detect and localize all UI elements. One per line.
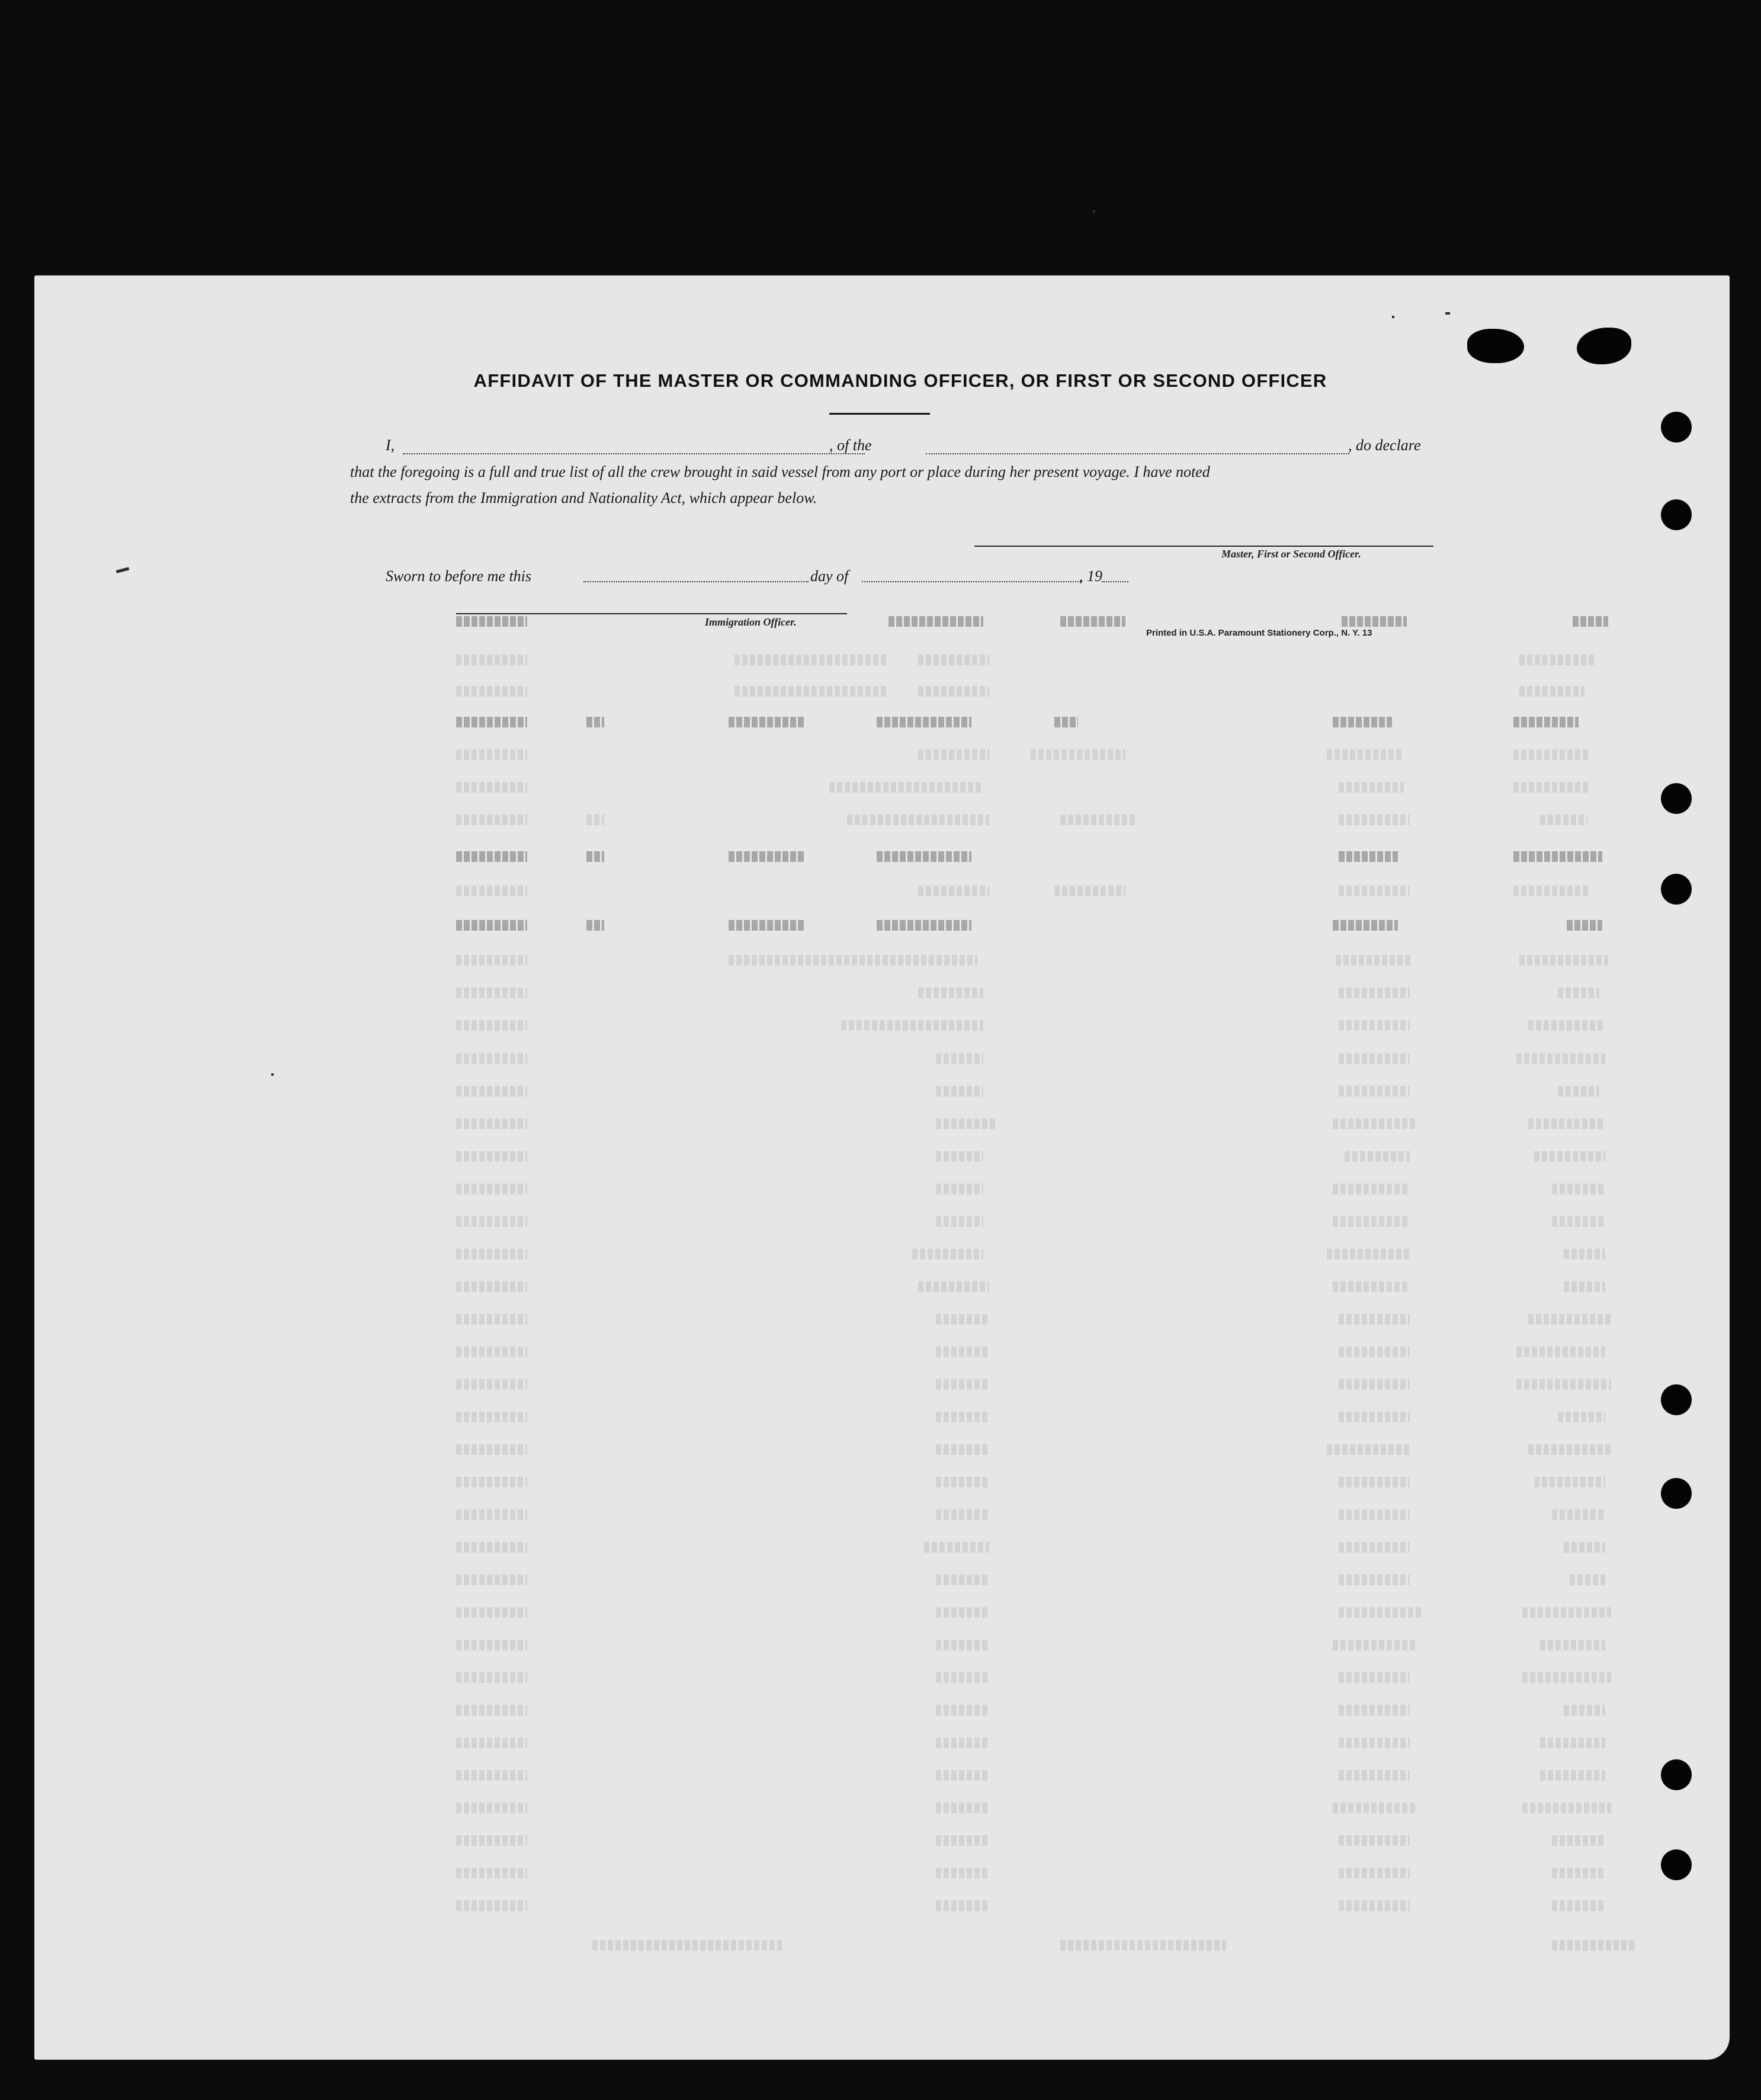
bleed-through-text [586, 920, 604, 931]
bleed-through-text [456, 686, 527, 697]
bleed-through-text [936, 1444, 989, 1455]
bleed-through-text [1534, 1477, 1605, 1487]
master-name-blank [403, 453, 865, 454]
bleed-through-text [456, 1737, 527, 1748]
binder-hole [1661, 499, 1692, 530]
bleed-through-text [918, 655, 989, 665]
binder-hole [1661, 412, 1692, 443]
bleed-through-text [456, 717, 527, 727]
bleed-through-text [456, 1412, 527, 1422]
bleed-through-text [936, 1053, 983, 1064]
bleed-through-text [936, 1412, 989, 1422]
bleed-through-text [456, 749, 527, 760]
ink-mark [1392, 316, 1394, 318]
bleed-through-text [936, 1868, 989, 1878]
ink-mark [271, 1073, 274, 1076]
bleed-through-text [1516, 1053, 1605, 1064]
bleed-through-text [936, 1575, 989, 1585]
bleed-through-text [936, 1672, 989, 1683]
bleed-through-text [456, 1509, 527, 1520]
bleed-through-text [1540, 815, 1587, 825]
bleed-through-text [1528, 1314, 1611, 1325]
master-signature-line [974, 546, 1433, 547]
declaration-line-3: the extracts from the Immigration and Nationality Act, which appear below. [350, 489, 817, 506]
binder-hole [1661, 1384, 1692, 1415]
affidavit-title: AFFIDAVIT OF THE MASTER OR COMMANDING OFFICER, OR FIRST OR SECOND OFFICER [473, 370, 1327, 391]
bleed-through-text [729, 717, 806, 727]
bleed-through-text [586, 851, 604, 862]
bleed-through-text [1519, 655, 1596, 665]
bleed-through-text [1552, 1868, 1605, 1878]
bleed-through-text [1333, 920, 1398, 931]
bleed-through-text [936, 1314, 989, 1325]
bleed-through-text [456, 1281, 527, 1292]
bleed-through-text [936, 1770, 989, 1781]
bleed-through-text [936, 1346, 989, 1357]
bleed-through-text [918, 686, 989, 697]
bleed-through-text [1513, 749, 1590, 760]
bleed-through-text [592, 1940, 782, 1951]
bleed-through-text [1333, 1216, 1410, 1227]
bleed-through-text [936, 1640, 989, 1650]
bleed-through-text [1339, 1379, 1410, 1390]
bleed-through-text [456, 1542, 527, 1553]
bleed-through-text [924, 1542, 989, 1553]
bleed-through-text [1031, 749, 1125, 760]
bleed-through-text [586, 815, 604, 825]
bleed-through-text [1339, 1509, 1410, 1520]
bleed-through-text [1339, 1900, 1410, 1911]
bleed-through-text [1339, 782, 1404, 793]
bleed-through-text [888, 616, 983, 627]
bleed-through-text [1336, 955, 1413, 966]
bleed-through-text [1519, 955, 1608, 966]
bleed-through-text [1519, 686, 1584, 697]
bleed-through-text [456, 1314, 527, 1325]
bleed-through-text [936, 1607, 989, 1618]
printer-note: Printed in U.S.A. Paramount Stationery Corp., N. Y. 13 [1146, 628, 1372, 638]
bleed-through-text [1552, 1184, 1605, 1194]
bleed-through-text [729, 955, 977, 966]
bleed-through-text [877, 851, 971, 862]
bleed-through-text [918, 886, 989, 896]
bleed-through-text [912, 1249, 983, 1259]
sworn-year-blank [1102, 581, 1128, 582]
bleed-through-text [1513, 717, 1579, 727]
bleed-through-text [1528, 1118, 1605, 1129]
bleed-through-text [456, 988, 527, 998]
bleed-through-text [841, 1020, 983, 1031]
bleed-through-text [829, 782, 983, 793]
bleed-through-text [1339, 1053, 1410, 1064]
bleed-through-text [1333, 1184, 1410, 1194]
bleed-through-text [1339, 1542, 1410, 1553]
bleed-through-text [456, 1086, 527, 1097]
bleed-through-text [456, 1607, 527, 1618]
bleed-through-text [1522, 1803, 1611, 1813]
bleed-through-text [1339, 1020, 1410, 1031]
binder-hole [1661, 783, 1692, 814]
bleed-through-text [1528, 1444, 1611, 1455]
bleed-through-text [456, 1803, 527, 1813]
bleed-through-text [456, 1379, 527, 1390]
bleed-through-text [877, 717, 971, 727]
declaration-of-the: , of the [829, 437, 872, 454]
bleed-through-text [1339, 1477, 1410, 1487]
bleed-through-text [1333, 1640, 1416, 1650]
bleed-through-text [456, 1477, 527, 1487]
bleed-through-text [936, 1151, 983, 1162]
bleed-through-text [936, 1803, 989, 1813]
binder-hole [1661, 874, 1692, 905]
bleed-through-text [1345, 1151, 1410, 1162]
bleed-through-text [936, 1705, 989, 1716]
bleed-through-text [456, 616, 527, 627]
bleed-through-text [918, 988, 983, 998]
bleed-through-text [734, 686, 888, 697]
sworn-year: , 19 [1079, 568, 1102, 585]
bleed-through-text [936, 1737, 989, 1748]
bleed-through-text [456, 1053, 527, 1064]
bleed-through-text [456, 782, 527, 793]
bleed-through-text [1564, 1705, 1605, 1716]
sworn-day-of: day of [810, 568, 849, 585]
bleed-through-text [456, 955, 527, 966]
sworn-prefix: Sworn to before me this [386, 568, 532, 585]
bleed-through-text [936, 1900, 989, 1911]
bleed-through-text [1333, 1281, 1410, 1292]
bleed-through-text [1333, 1118, 1416, 1129]
bleed-through-text [456, 1444, 527, 1455]
bleed-through-text [1570, 1575, 1605, 1585]
bleed-through-text [847, 815, 989, 825]
bleed-through-text [1339, 1770, 1410, 1781]
bleed-through-text [1339, 1835, 1410, 1846]
bleed-through-text [936, 1835, 989, 1846]
bleed-through-text [456, 815, 527, 825]
bleed-through-text [1339, 1672, 1410, 1683]
bleed-through-text [456, 1900, 527, 1911]
bleed-through-text [1513, 886, 1590, 896]
bleed-through-text [936, 1379, 989, 1390]
bleed-through-text [1558, 988, 1599, 998]
bleed-through-text [1564, 1542, 1605, 1553]
bleed-through-text [1339, 1868, 1410, 1878]
bleed-through-text [1522, 1607, 1611, 1618]
declaration-line-2: that the foregoing is a full and true list of all the crew brought in said vessel from any port or place during her present voyage. I have noted [350, 463, 1210, 480]
bleed-through-text [456, 886, 527, 896]
bleed-through-text [456, 1346, 527, 1357]
bleed-through-text [1552, 1216, 1605, 1227]
bleed-through-text [1513, 851, 1602, 862]
declaration-do-declare: , do declare [1348, 437, 1421, 454]
bleed-through-text [1516, 1379, 1611, 1390]
bleed-through-text [1342, 616, 1407, 627]
bleed-through-text [1540, 1737, 1605, 1748]
sworn-month-blank [862, 581, 1081, 582]
bleed-through-text [456, 1672, 527, 1683]
affidavit-sheet [34, 275, 1730, 2060]
bleed-through-text [1327, 749, 1404, 760]
bleed-through-text [1054, 717, 1078, 727]
bleed-through-text [456, 1118, 527, 1129]
bleed-through-text [1339, 1705, 1410, 1716]
bleed-through-text [1339, 1346, 1410, 1357]
bleed-through-text [456, 1216, 527, 1227]
bleed-through-text [918, 1281, 989, 1292]
bleed-through-text [1540, 1770, 1605, 1781]
binder-hole [1661, 1759, 1692, 1790]
bleed-through-text [936, 1086, 983, 1097]
bleed-through-text [456, 1640, 527, 1650]
bleed-through-text [1534, 1151, 1605, 1162]
bleed-through-text [936, 1216, 983, 1227]
bleed-through-text [1540, 1640, 1605, 1650]
bleed-through-text [918, 749, 989, 760]
bleed-through-text [1552, 1509, 1605, 1520]
vessel-name-blank [926, 453, 1349, 454]
bleed-through-text [1339, 851, 1398, 862]
bleed-through-text [1552, 1940, 1635, 1951]
bleed-through-text [1327, 1249, 1410, 1259]
immigration-officer-label: Immigration Officer. [705, 616, 797, 628]
bleed-through-text [456, 1835, 527, 1846]
bleed-through-text [1573, 616, 1608, 627]
master-signature-label: Master, First or Second Officer. [1221, 548, 1361, 560]
bleed-through-text [936, 1118, 995, 1129]
bleed-through-text [1339, 1314, 1410, 1325]
bleed-through-text [1327, 1444, 1410, 1455]
bleed-through-text [586, 717, 604, 727]
bleed-through-text [734, 655, 888, 665]
ink-mark [1093, 210, 1095, 213]
bleed-through-text [936, 1184, 983, 1194]
bleed-through-text [456, 1868, 527, 1878]
bleed-through-text [1339, 1575, 1410, 1585]
sworn-day-blank [583, 581, 809, 582]
bleed-through-text [1339, 1086, 1410, 1097]
bleed-through-text [1552, 1900, 1605, 1911]
bleed-through-text [456, 1184, 527, 1194]
bleed-through-text [1339, 988, 1410, 998]
bleed-through-text [729, 851, 806, 862]
bleed-through-text [456, 1020, 527, 1031]
bleed-through-text [1558, 1412, 1605, 1422]
bleed-through-text [1564, 1281, 1605, 1292]
bleed-through-text [1516, 1346, 1605, 1357]
bleed-through-text [456, 1575, 527, 1585]
bleed-through-text [456, 1249, 527, 1259]
bleed-through-text [456, 655, 527, 665]
bleed-through-text [1060, 616, 1125, 627]
title-underline [829, 413, 930, 415]
bleed-through-text [1567, 920, 1602, 931]
ink-blot [1467, 329, 1524, 363]
bleed-through-text [1528, 1020, 1605, 1031]
bleed-through-text [1522, 1672, 1611, 1683]
bleed-through-text [1060, 815, 1137, 825]
bleed-through-text [936, 1509, 989, 1520]
bleed-through-text [1558, 1086, 1599, 1097]
ink-mark [1445, 312, 1450, 315]
bleed-through-text [1054, 886, 1125, 896]
bleed-through-text [729, 920, 806, 931]
binder-hole [1661, 1849, 1692, 1880]
immigration-officer-line [456, 613, 847, 614]
bleed-through-text [1339, 1607, 1422, 1618]
bleed-through-text [1333, 1803, 1416, 1813]
bleed-through-text [1060, 1940, 1226, 1951]
bleed-through-text [456, 1705, 527, 1716]
declaration-i: I, [386, 437, 395, 454]
bleed-through-text [1552, 1835, 1605, 1846]
bleed-through-text [1513, 782, 1590, 793]
bleed-through-text [456, 1151, 527, 1162]
bleed-through-text [1339, 1412, 1410, 1422]
bleed-through-text [936, 1477, 989, 1487]
bleed-through-text [1339, 886, 1410, 896]
bleed-through-text [1339, 1737, 1410, 1748]
bleed-through-text [456, 1770, 527, 1781]
binder-hole [1661, 1478, 1692, 1509]
bleed-through-text [1339, 815, 1410, 825]
bleed-through-text [877, 920, 971, 931]
bleed-through-text [1564, 1249, 1605, 1259]
bleed-through-text [456, 851, 527, 862]
bleed-through-text [456, 920, 527, 931]
bleed-through-text [1333, 717, 1392, 727]
